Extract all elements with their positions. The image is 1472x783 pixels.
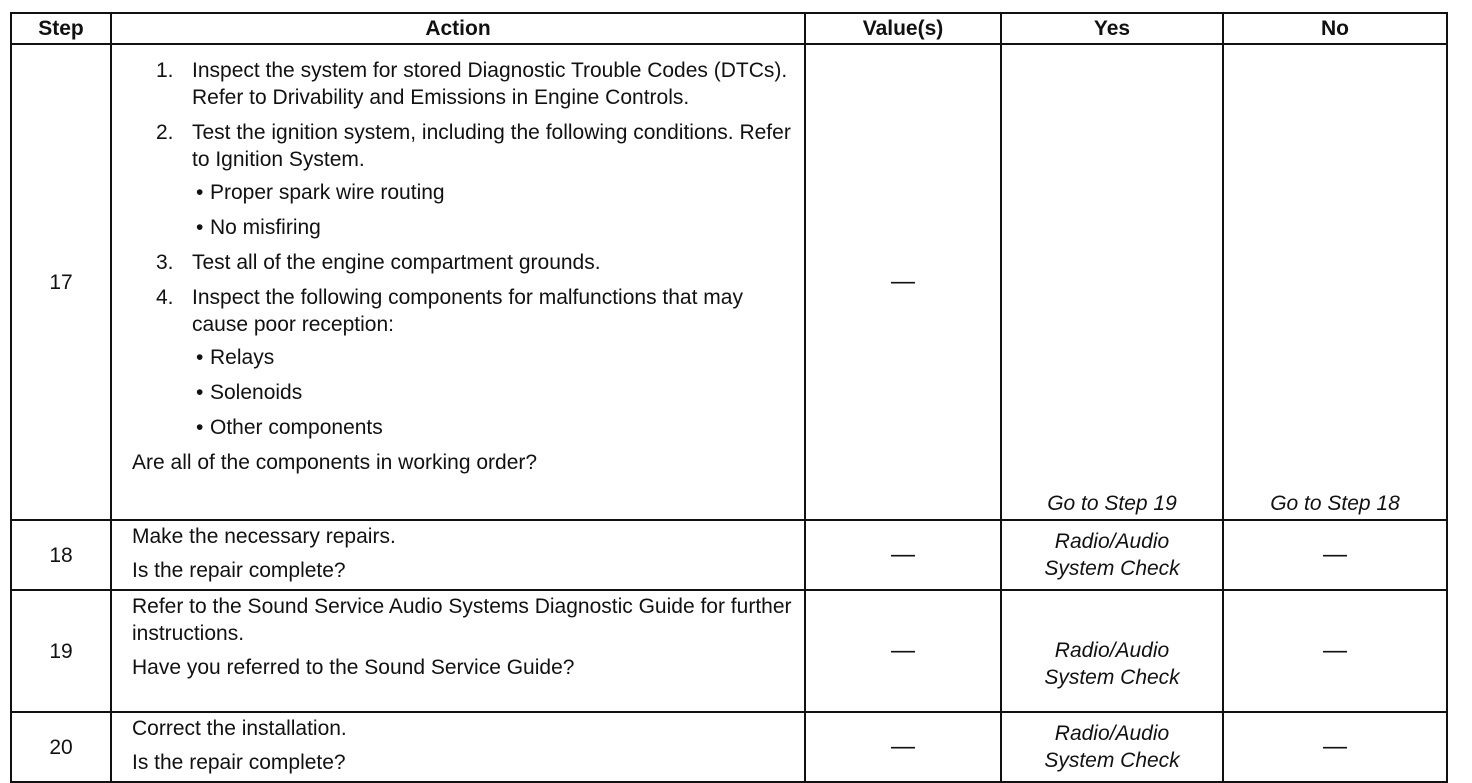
header-yes: Yes (1001, 13, 1223, 44)
substep-number: 4. (156, 286, 174, 309)
substep (152, 249, 796, 276)
bullet-item: • No misfiring (196, 214, 796, 241)
yes-cell (1001, 590, 1223, 712)
action-cell (111, 590, 805, 712)
header-no: No (1223, 13, 1447, 44)
action-cell (111, 44, 805, 520)
no-cell (1223, 590, 1447, 712)
table-row (11, 590, 1447, 712)
step-question: Have you referred to the Sound Service Guide? (132, 656, 575, 679)
diagnostic-steps-table (10, 12, 1448, 783)
step-number: 20 (11, 712, 111, 782)
substep-number: 3. (156, 251, 174, 274)
step-instruction: Correct the installation. (132, 717, 347, 740)
no-dash: — (1323, 637, 1347, 664)
step-question: Are all of the components in working order? (132, 451, 538, 474)
value-cell (805, 712, 1001, 782)
substep-list (112, 57, 796, 441)
no-cell (1223, 712, 1447, 782)
step-question: Is the repair complete? (132, 751, 346, 774)
table-row (11, 520, 1447, 590)
value-dash: — (891, 268, 915, 295)
substep (152, 57, 796, 111)
substep (152, 284, 796, 441)
yes-line: System Check (1044, 666, 1180, 689)
bullet-item: • Proper spark wire routing (196, 179, 796, 206)
yes-cell (1001, 712, 1223, 782)
step-question: Is the repair complete? (132, 559, 346, 582)
yes-line: Radio/Audio (1054, 639, 1170, 662)
table-row (11, 712, 1447, 782)
yes-line: Radio/Audio (1054, 530, 1170, 553)
value-cell (805, 44, 1001, 520)
step-number: 17 (11, 44, 111, 520)
substep-text: Test all of the engine compartment grounds. (192, 251, 601, 274)
yes-cell (1001, 520, 1223, 590)
yes-line: System Check (1044, 749, 1180, 772)
yes-line: Radio/Audio (1054, 722, 1170, 745)
step-instruction: Refer to the Sound Service Audio Systems Diagnostic Guide for further instructions. (132, 595, 792, 645)
header-action: Action (111, 13, 805, 44)
value-cell (805, 520, 1001, 590)
yes-line: System Check (1044, 557, 1180, 580)
bullet-item: • Other components (196, 414, 796, 441)
no-dash: — (1323, 733, 1347, 760)
no-cell (1223, 520, 1447, 590)
action-cell (111, 712, 805, 782)
value-cell (805, 590, 1001, 712)
header-values: Value(s) (805, 13, 1001, 44)
bullet-list (156, 179, 796, 241)
value-dash: — (891, 541, 915, 568)
value-dash: — (891, 637, 915, 664)
no-dash: — (1323, 541, 1347, 568)
substep-text: Test the ignition system, including the following conditions. Refer to Ignition System. (192, 121, 791, 171)
bullet-item: • Solenoids (196, 379, 796, 406)
substep-text: Inspect the system for stored Diagnostic Trouble Codes (DTCs). Refer to Drivability and Emissions in Engine Controls. (192, 59, 788, 109)
action-cell (111, 520, 805, 590)
substep-text: Inspect the following components for malfunctions that may cause poor reception: (192, 286, 743, 336)
substep (152, 119, 796, 241)
header-row (11, 13, 1447, 44)
step-instruction: Make the necessary repairs. (132, 525, 396, 548)
step-number: 18 (11, 520, 111, 590)
header-step: Step (11, 13, 111, 44)
table-row (11, 44, 1447, 520)
yes-cell: Go to Step 19 (1001, 44, 1223, 520)
step-number: 19 (11, 590, 111, 712)
bullet-list (156, 344, 796, 441)
value-dash: — (891, 733, 915, 760)
substep-number: 1. (156, 59, 174, 82)
bullet-item: • Relays (196, 344, 796, 371)
substep-number: 2. (156, 121, 174, 144)
no-cell: Go to Step 18 (1223, 44, 1447, 520)
